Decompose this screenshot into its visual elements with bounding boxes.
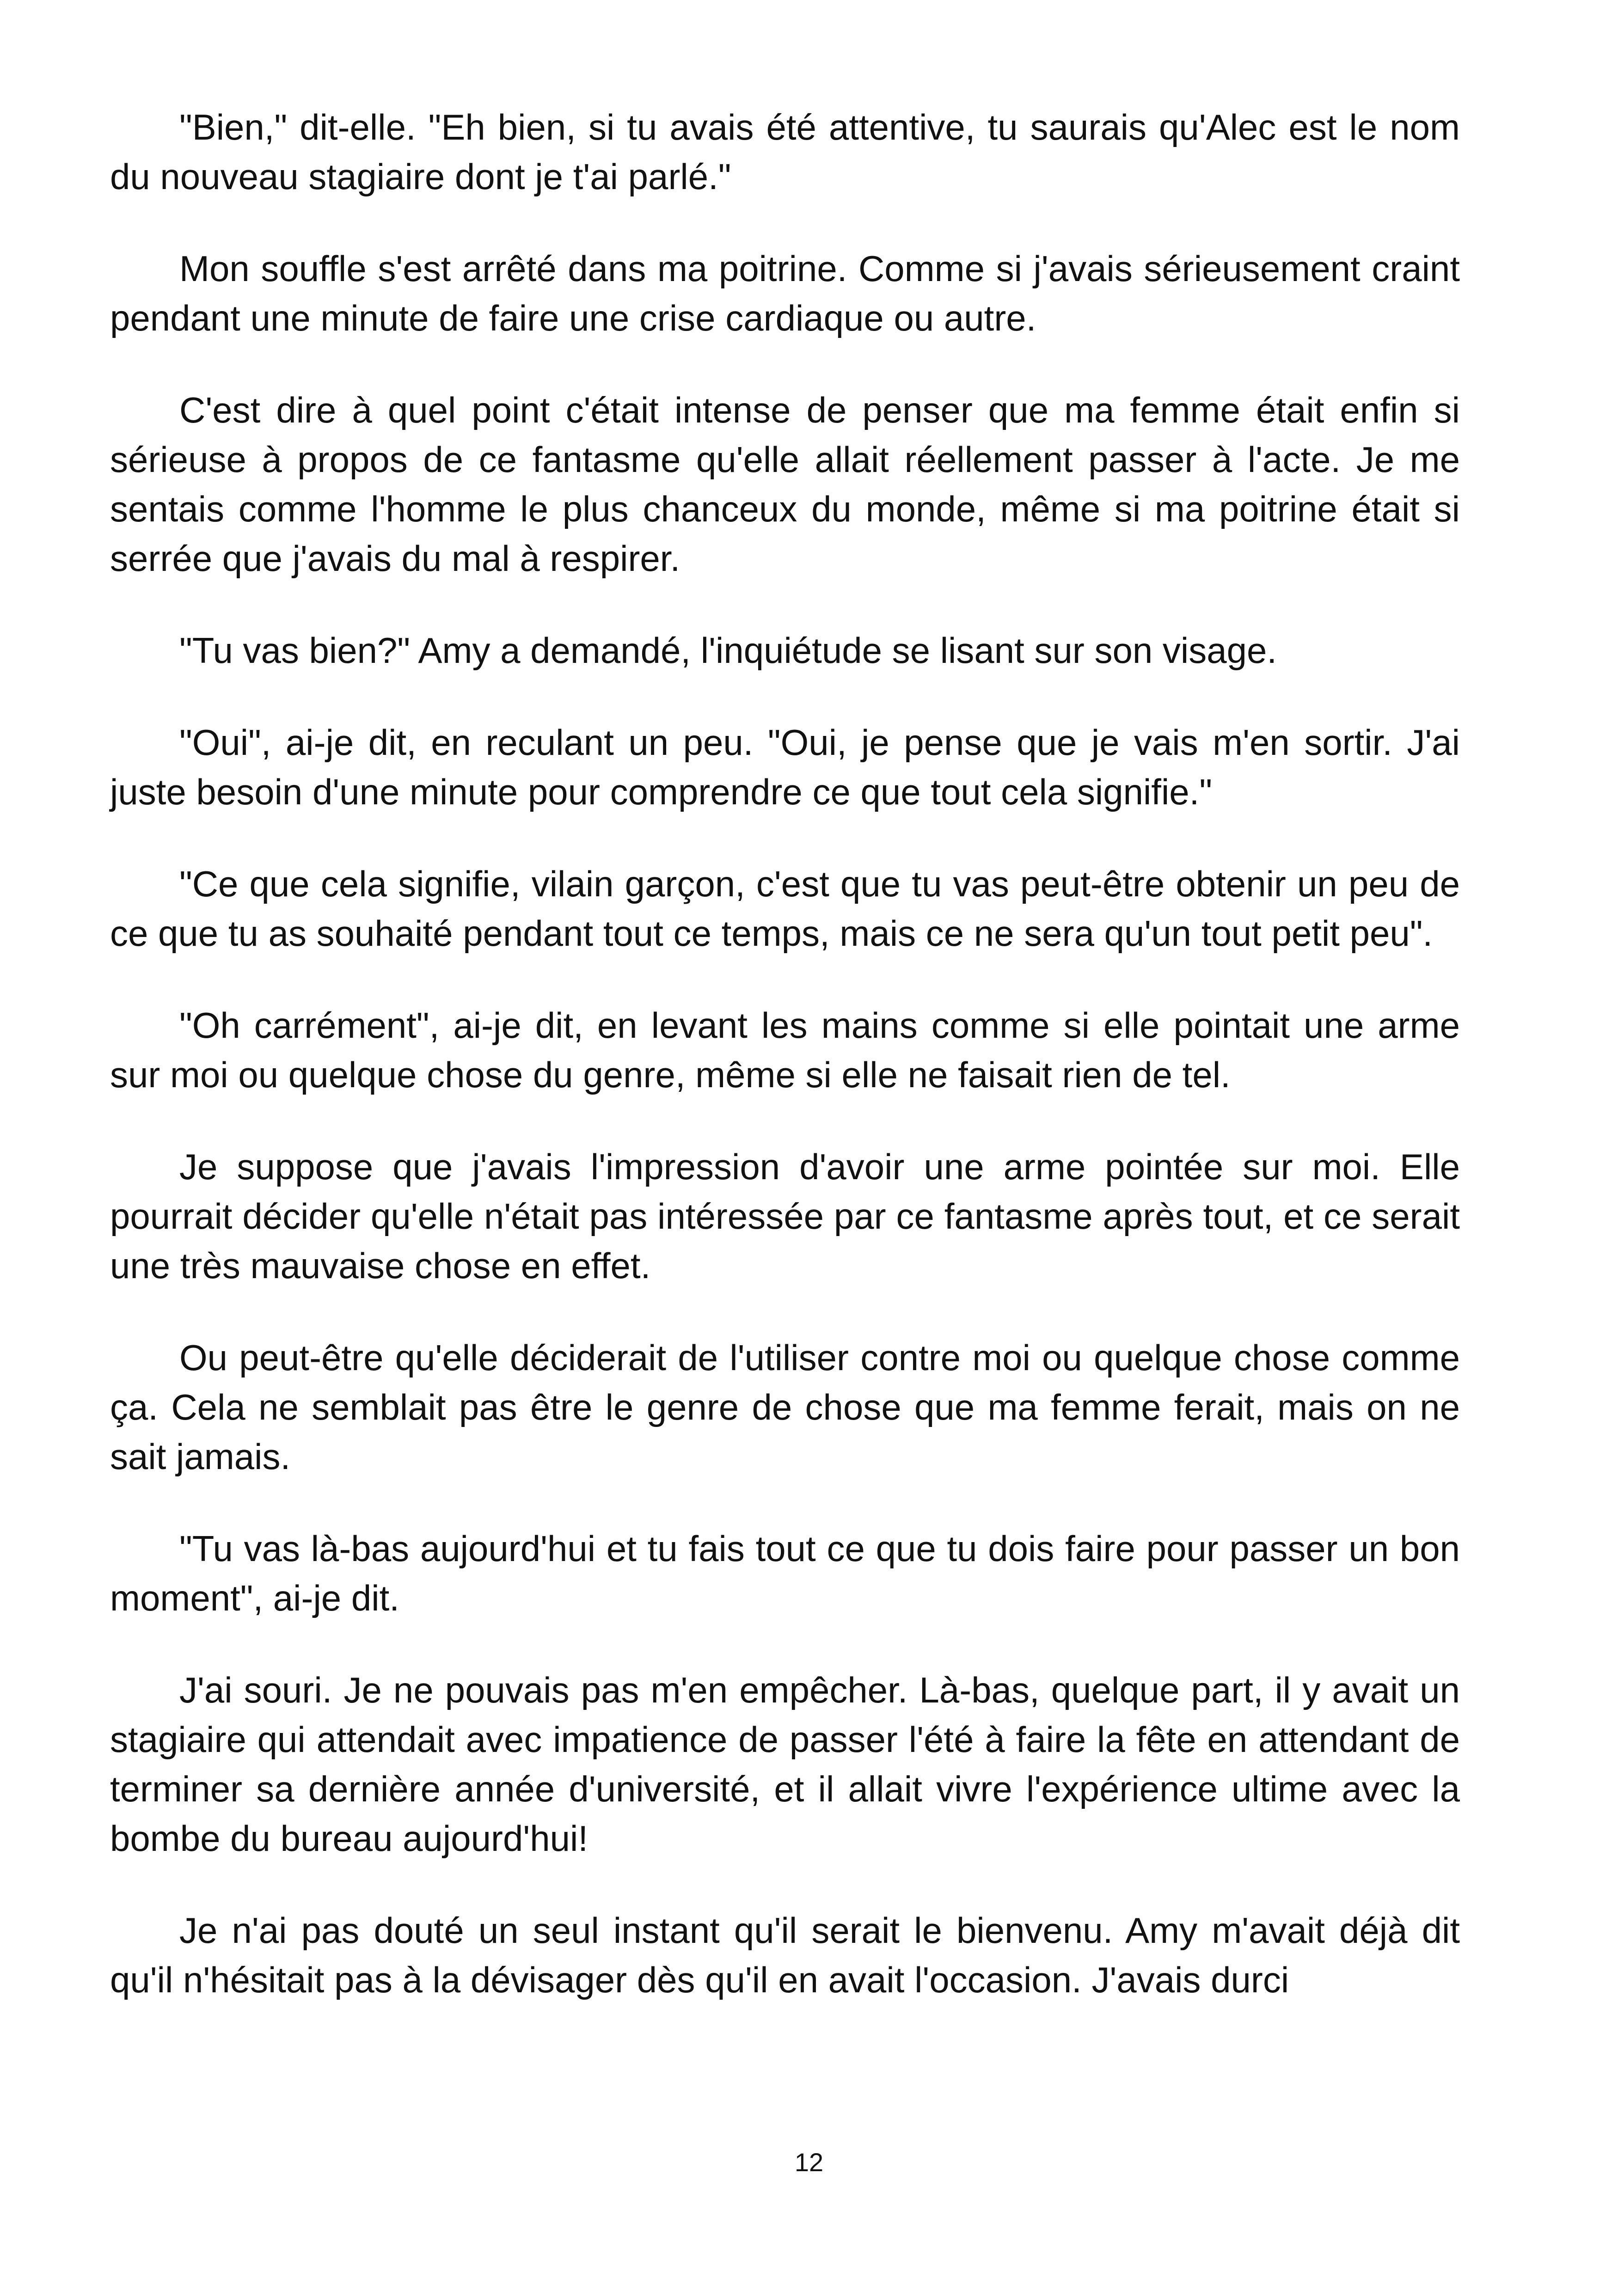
- paragraph-10: "Tu vas là-bas aujourd'hui et tu fais tout ce que tu dois faire pour passer un bon moment", ai-je dit.: [110, 1528, 1460, 1618]
- paragraph-3: C'est dire à quel point c'était intense de penser que ma femme était enfin si sérieuse à propos de ce fantasme qu'elle allait réellement passer à l'acte. Je me sentais comme l'homme le plus chanceux du monde, même si ma poitrine était si serrée que j'avais du mal à respirer.: [110, 390, 1460, 579]
- paragraph-8: Je suppose que j'avais l'impression d'avoir une arme pointée sur moi. Elle pourrait décider qu'elle n'était pas intéressée par ce fantasme après tout, et ce serait une très mauvaise chose en effet.: [110, 1146, 1460, 1286]
- paragraph-12: Je n'ai pas douté un seul instant qu'il serait le bienvenu. Amy m'avait déjà dit qu'il n'hésitait pas à la dévisager dès qu'il en avait l'occasion. J'avais durci: [110, 1910, 1460, 2000]
- page-number: 12: [794, 2148, 824, 2177]
- paragraph-7: "Oh carrément", ai-je dit, en levant les mains comme si elle pointait une arme sur moi ou quelque chose du genre, même si elle ne faisait rien de tel.: [110, 1005, 1460, 1095]
- paragraph-5: "Oui", ai-je dit, en reculant un peu. "Oui, je pense que je vais m'en sortir. J'ai juste besoin d'une minute pour comprendre ce que tout cela signifie.": [110, 722, 1460, 812]
- paragraph-11: J'ai souri. Je ne pouvais pas m'en empêcher. Là-bas, quelque part, il y avait un stagiaire qui attendait avec impatience de passer l'été à faire la fête en attendant de terminer sa dernière année d'université, et il allait vivre l'expérience ultime avec la bombe du bureau aujourd'hui!: [110, 1670, 1460, 1859]
- paragraph-2: Mon souffle s'est arrêté dans ma poitrine. Comme si j'avais sérieusement craint pendant une minute de faire une crise cardiaque ou autre.: [110, 248, 1460, 338]
- paragraph-4: "Tu vas bien?" Amy a demandé, l'inquiétude se lisant sur son visage.: [179, 630, 1277, 671]
- body-text: [110, 103, 1460, 2005]
- paragraph-6: "Ce que cela signifie, vilain garçon, c'est que tu vas peut-être obtenir un peu de ce que tu as souhaité pendant tout ce temps, mais ce ne sera qu'un tout petit peu".: [110, 863, 1460, 954]
- paragraph-1: "Bien," dit-elle. "Eh bien, si tu avais été attentive, tu saurais qu'Alec est le nom du nouveau stagiaire dont je t'ai parlé.": [110, 107, 1460, 197]
- paragraph-9: Ou peut-être qu'elle déciderait de l'utiliser contre moi ou quelque chose comme ça. Cela ne semblait pas être le genre de chose que ma femme ferait, mais on ne sait jamais.: [110, 1337, 1460, 1477]
